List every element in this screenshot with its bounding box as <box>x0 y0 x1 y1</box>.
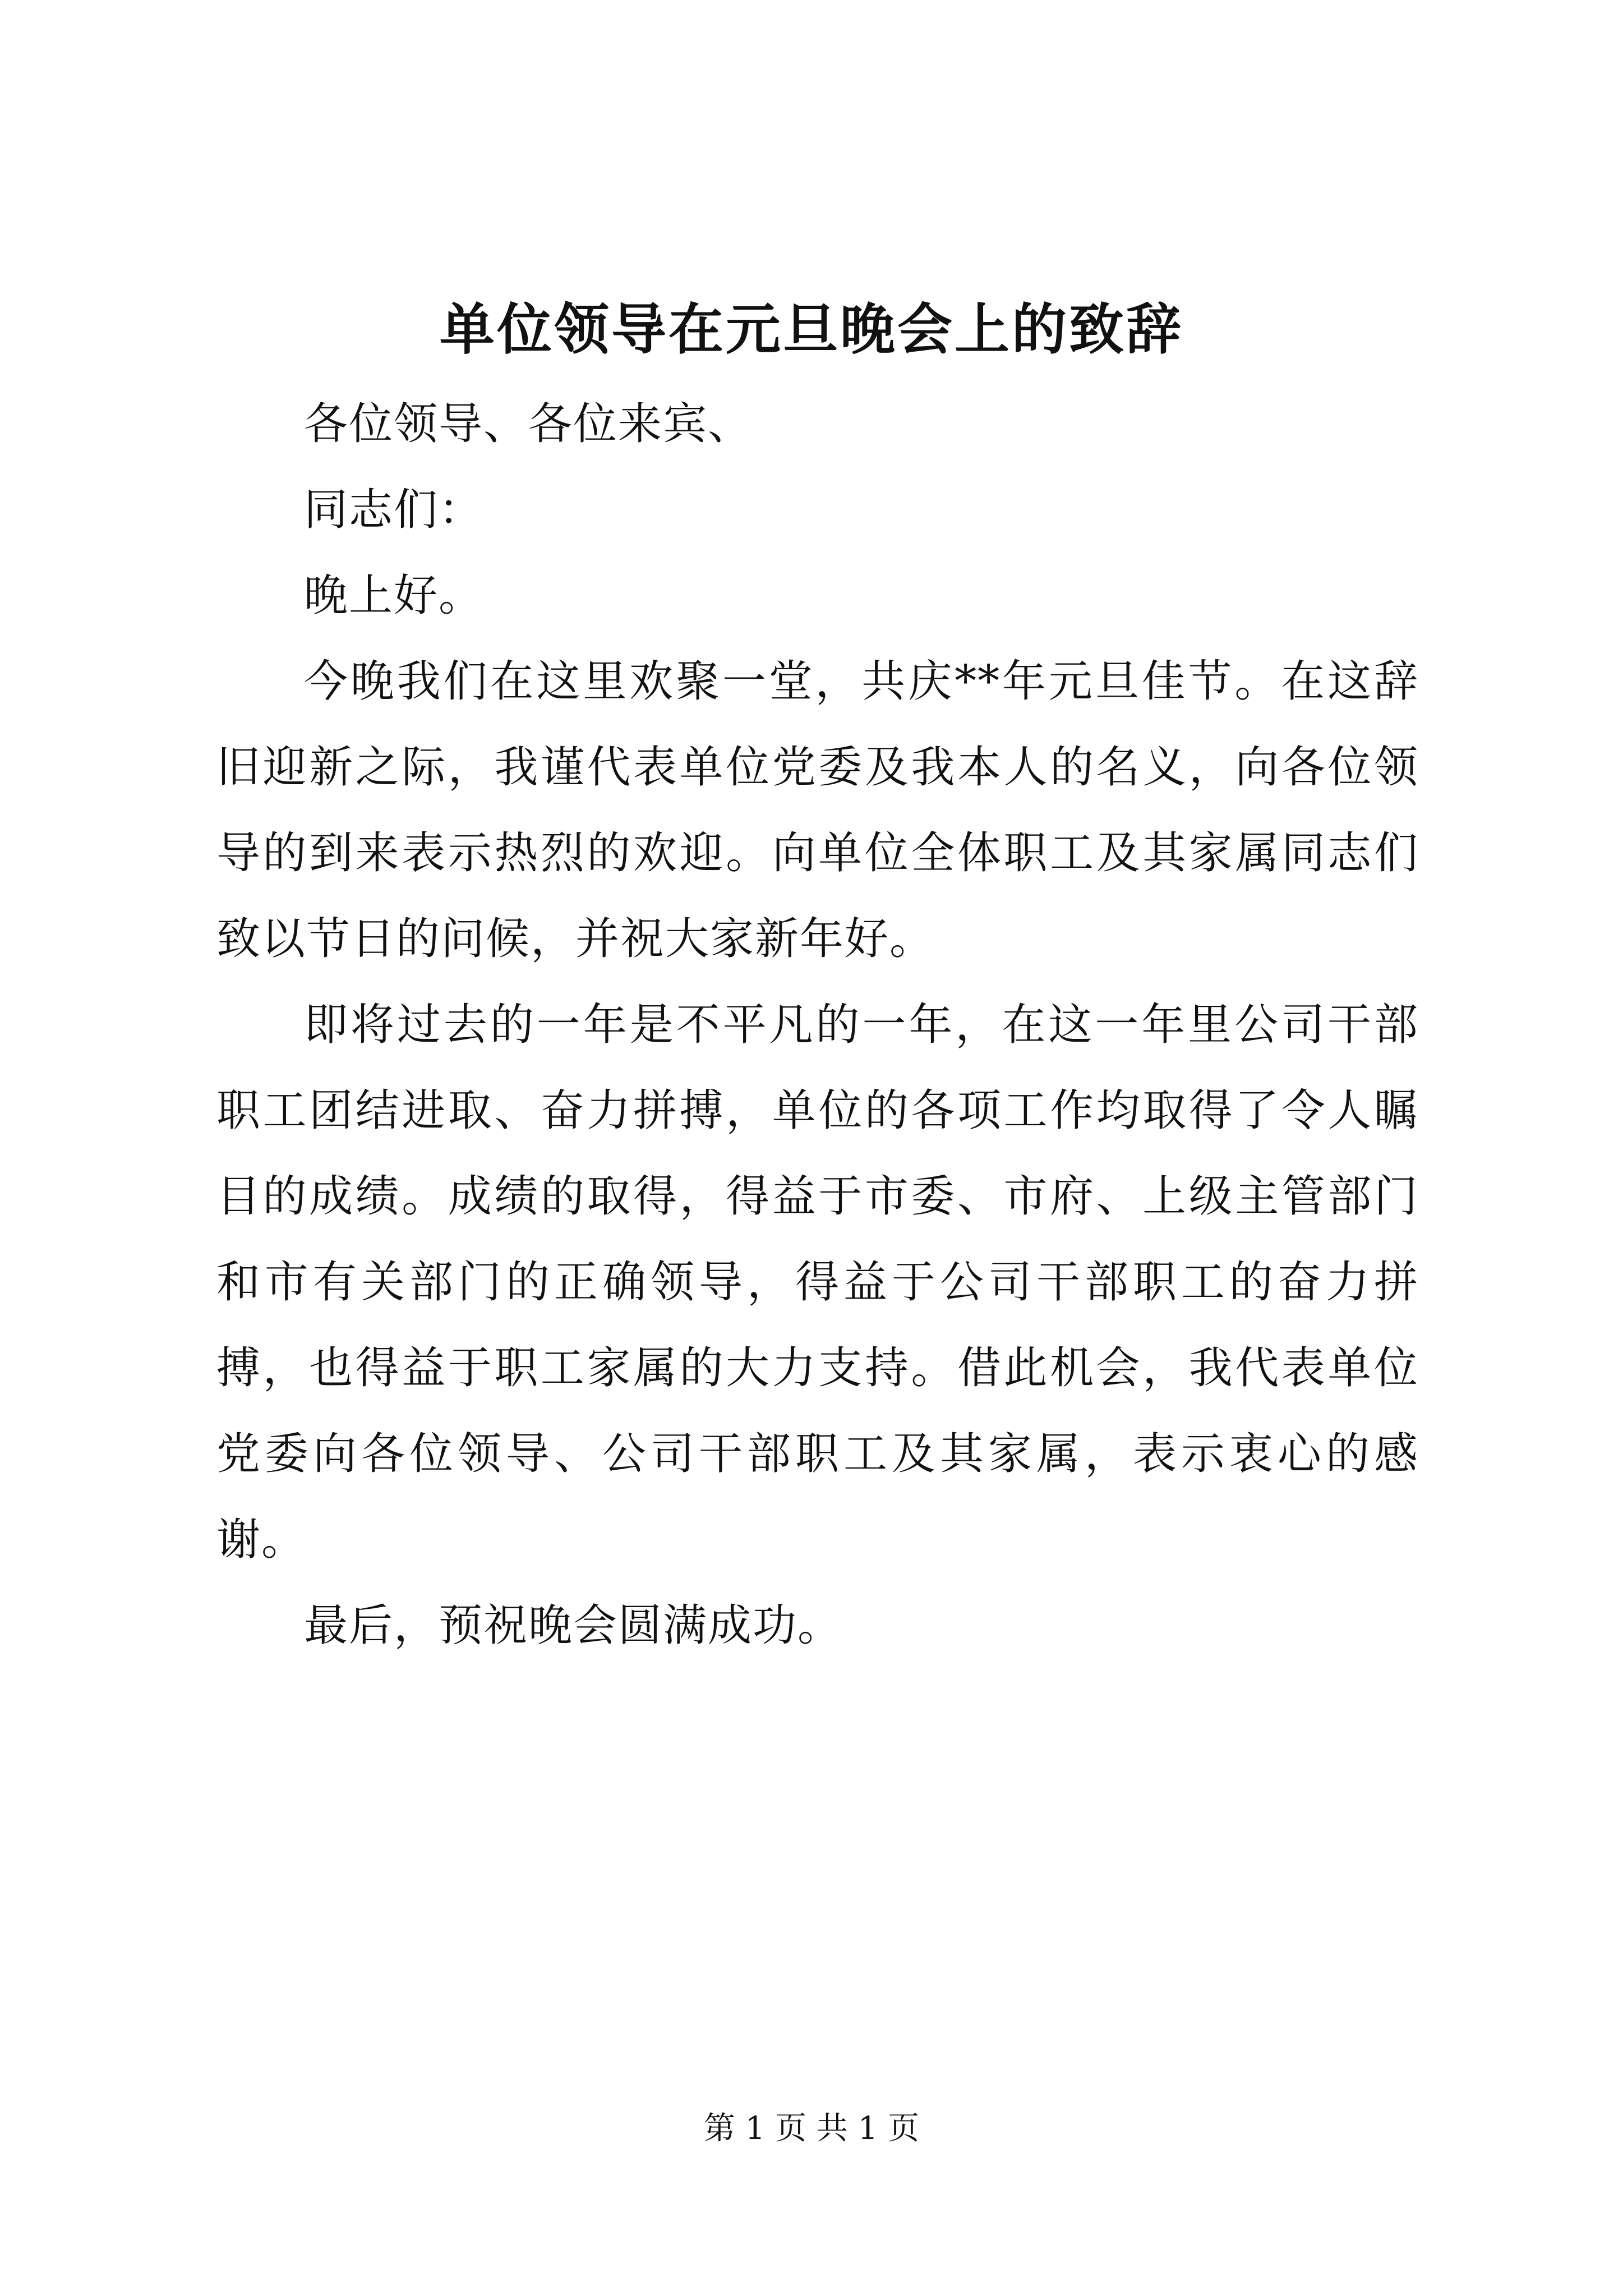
document-title: 单位领导在元旦晚会上的致辞 <box>439 297 1183 362</box>
document-body <box>216 381 1419 1669</box>
body-paragraph-welcome: 今晚我们在这里欢聚一堂，共庆**年元旦佳节。在这辞旧迎新之际，我谨代表单位党委及我本人的名义，向各位领导的到来表示热烈的欢迎。向单位全体职工及其家属同志们致以节日的问候，并祝大家新年好。 <box>216 656 1419 964</box>
salutation-line-1: 各位领导、各位来宾、 <box>304 399 753 449</box>
closing-paragraph: 最后，预祝晚会圆满成功。 <box>304 1600 843 1651</box>
salutation-line-2: 同志们： <box>304 485 484 535</box>
body-paragraph-review: 即将过去的一年是不平凡的一年，在这一年里公司干部职工团结进取、奋力拼搏，单位的各项工作均取得了令人瞩目的成绩。成绩的取得，得益于市委、市府、上级主管部门和市有关部门的正确领导，得益于公司干部职工的奋力拼搏，也得益于职工家属的大力支持。借此机会，我代表单位党委向各位领导、公司干部职工及其家属，表示衷心的感谢。 <box>216 1000 1419 1565</box>
greeting-line: 晚上好。 <box>304 570 484 621</box>
page-footer: 第 1 页 共 1 页 <box>703 2110 920 2147</box>
